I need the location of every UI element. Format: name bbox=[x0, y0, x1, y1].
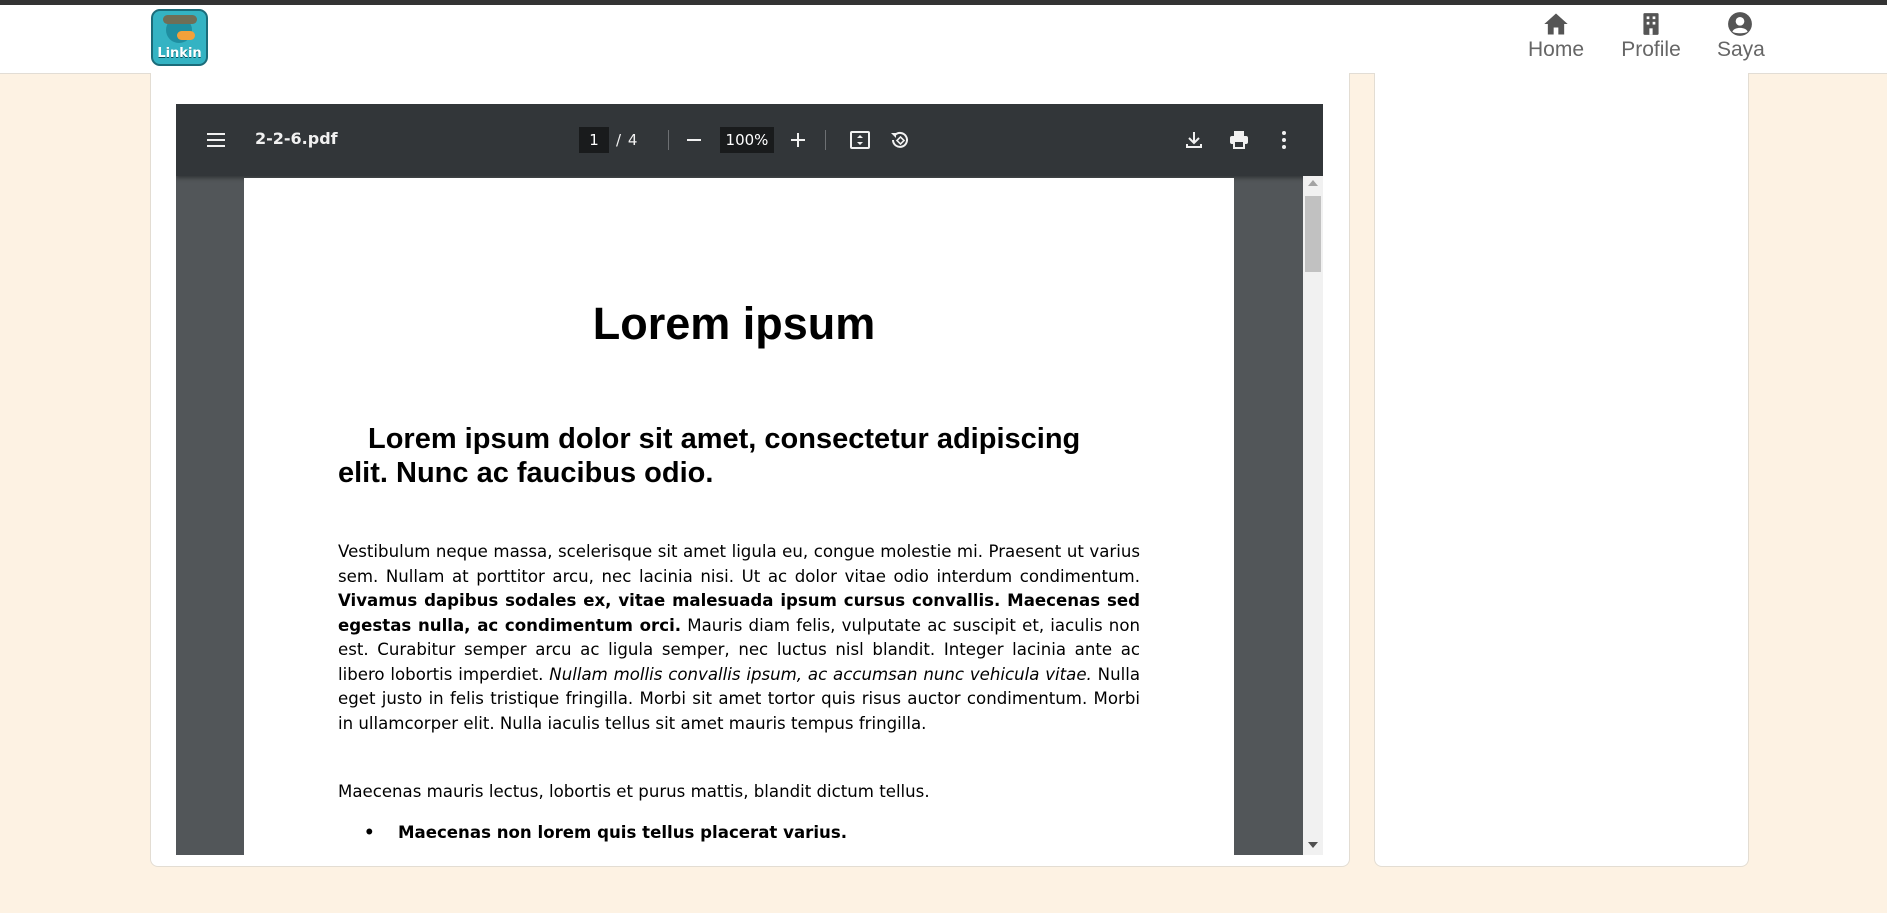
side-card bbox=[1374, 73, 1749, 867]
toolbar-divider bbox=[825, 130, 826, 150]
mascot-hat bbox=[163, 15, 197, 24]
pdf-viewer[interactable] bbox=[176, 104, 1323, 855]
home-icon bbox=[1542, 11, 1570, 37]
nav-saya-label: Saya bbox=[1717, 38, 1765, 61]
toolbar-divider bbox=[668, 130, 669, 150]
more-icon[interactable] bbox=[1272, 128, 1296, 152]
zoom-input[interactable]: 100% bbox=[720, 127, 774, 153]
page-number-input[interactable]: 1 bbox=[579, 127, 609, 153]
user-circle-icon bbox=[1727, 11, 1753, 37]
navbar bbox=[0, 5, 1887, 74]
zoom-out-icon[interactable] bbox=[682, 128, 706, 152]
nav-profile-label: Profile bbox=[1621, 38, 1681, 61]
paragraph-text: Mauris diam felis, vulputate ac suscipit et, iaculis non est. Curabitur semper arcu ac ligula semper, nec luctus nisl blandit. Integer lacinia ante ac libero lobortis imperdiet. bbox=[338, 615, 1140, 684]
scroll-down-arrow[interactable] bbox=[1308, 842, 1318, 848]
scroll-up-arrow[interactable] bbox=[1308, 180, 1318, 186]
paragraph-text: Nulla eget justo in felis tristique fringilla. Morbi sit amet tortor quis risus auctor condimentum. Morbi in ullamcorper elit. Nulla iaculis tellus sit amet mauris tempus fringilla. bbox=[338, 664, 1140, 733]
pdf-page bbox=[244, 178, 1234, 855]
download-icon[interactable] bbox=[1182, 128, 1206, 152]
scrollbar-thumb[interactable] bbox=[1305, 196, 1321, 272]
fit-page-icon[interactable] bbox=[848, 128, 872, 152]
mascot-beak bbox=[177, 31, 195, 40]
linkin-logo[interactable] bbox=[151, 9, 208, 66]
paragraph-italic-text: Nullam mollis convallis ipsum, ac accumsan nunc vehicula vitae. bbox=[549, 664, 1092, 684]
list-item bbox=[364, 823, 1144, 842]
document-paragraph bbox=[338, 540, 1140, 736]
menu-icon[interactable] bbox=[204, 128, 228, 152]
rotate-icon[interactable] bbox=[888, 128, 912, 152]
nav-home[interactable] bbox=[1527, 11, 1585, 62]
print-icon[interactable] bbox=[1227, 128, 1251, 152]
scrollbar-track[interactable] bbox=[1303, 176, 1323, 855]
nav-profile[interactable] bbox=[1620, 11, 1682, 62]
logo-text: Linkin bbox=[157, 46, 202, 61]
document-paragraph-2: Maecenas mauris lectus, lobortis et purus mattis, blandit dictum tellus. bbox=[338, 782, 930, 801]
document-title: Lorem ipsum bbox=[592, 298, 876, 349]
paragraph-text: Vestibulum neque massa, scelerisque sit amet ligula eu, congue molestie mi. Praesent ut varius sem. Nullam at porttitor arcu, nec lacinia nisi. Ut ac dolor vitae odio interdum condimentum. bbox=[338, 542, 1140, 586]
nav-saya[interactable] bbox=[1717, 11, 1763, 62]
document-subtitle: Lorem ipsum dolor sit amet, consectetur adipiscing elit. Nunc ac faucibus odio. bbox=[338, 423, 1081, 489]
pdf-toolbar bbox=[176, 104, 1323, 176]
bullet-dot: • bbox=[364, 823, 375, 842]
list-item-text: Maecenas non lorem quis tellus placerat varius. bbox=[398, 823, 848, 842]
pdf-filename: 2-2-6.pdf bbox=[255, 129, 338, 148]
zoom-in-icon[interactable] bbox=[786, 128, 810, 152]
paragraph-bold-text: Vivamus dapibus sodales ex, vitae malesuada ipsum cursus convallis. Maecenas sed egestas nulla, ac condimentum orci. bbox=[338, 591, 1140, 635]
building-icon bbox=[1638, 11, 1664, 37]
page-total: / 4 bbox=[616, 131, 639, 149]
nav-home-label: Home bbox=[1527, 38, 1585, 61]
